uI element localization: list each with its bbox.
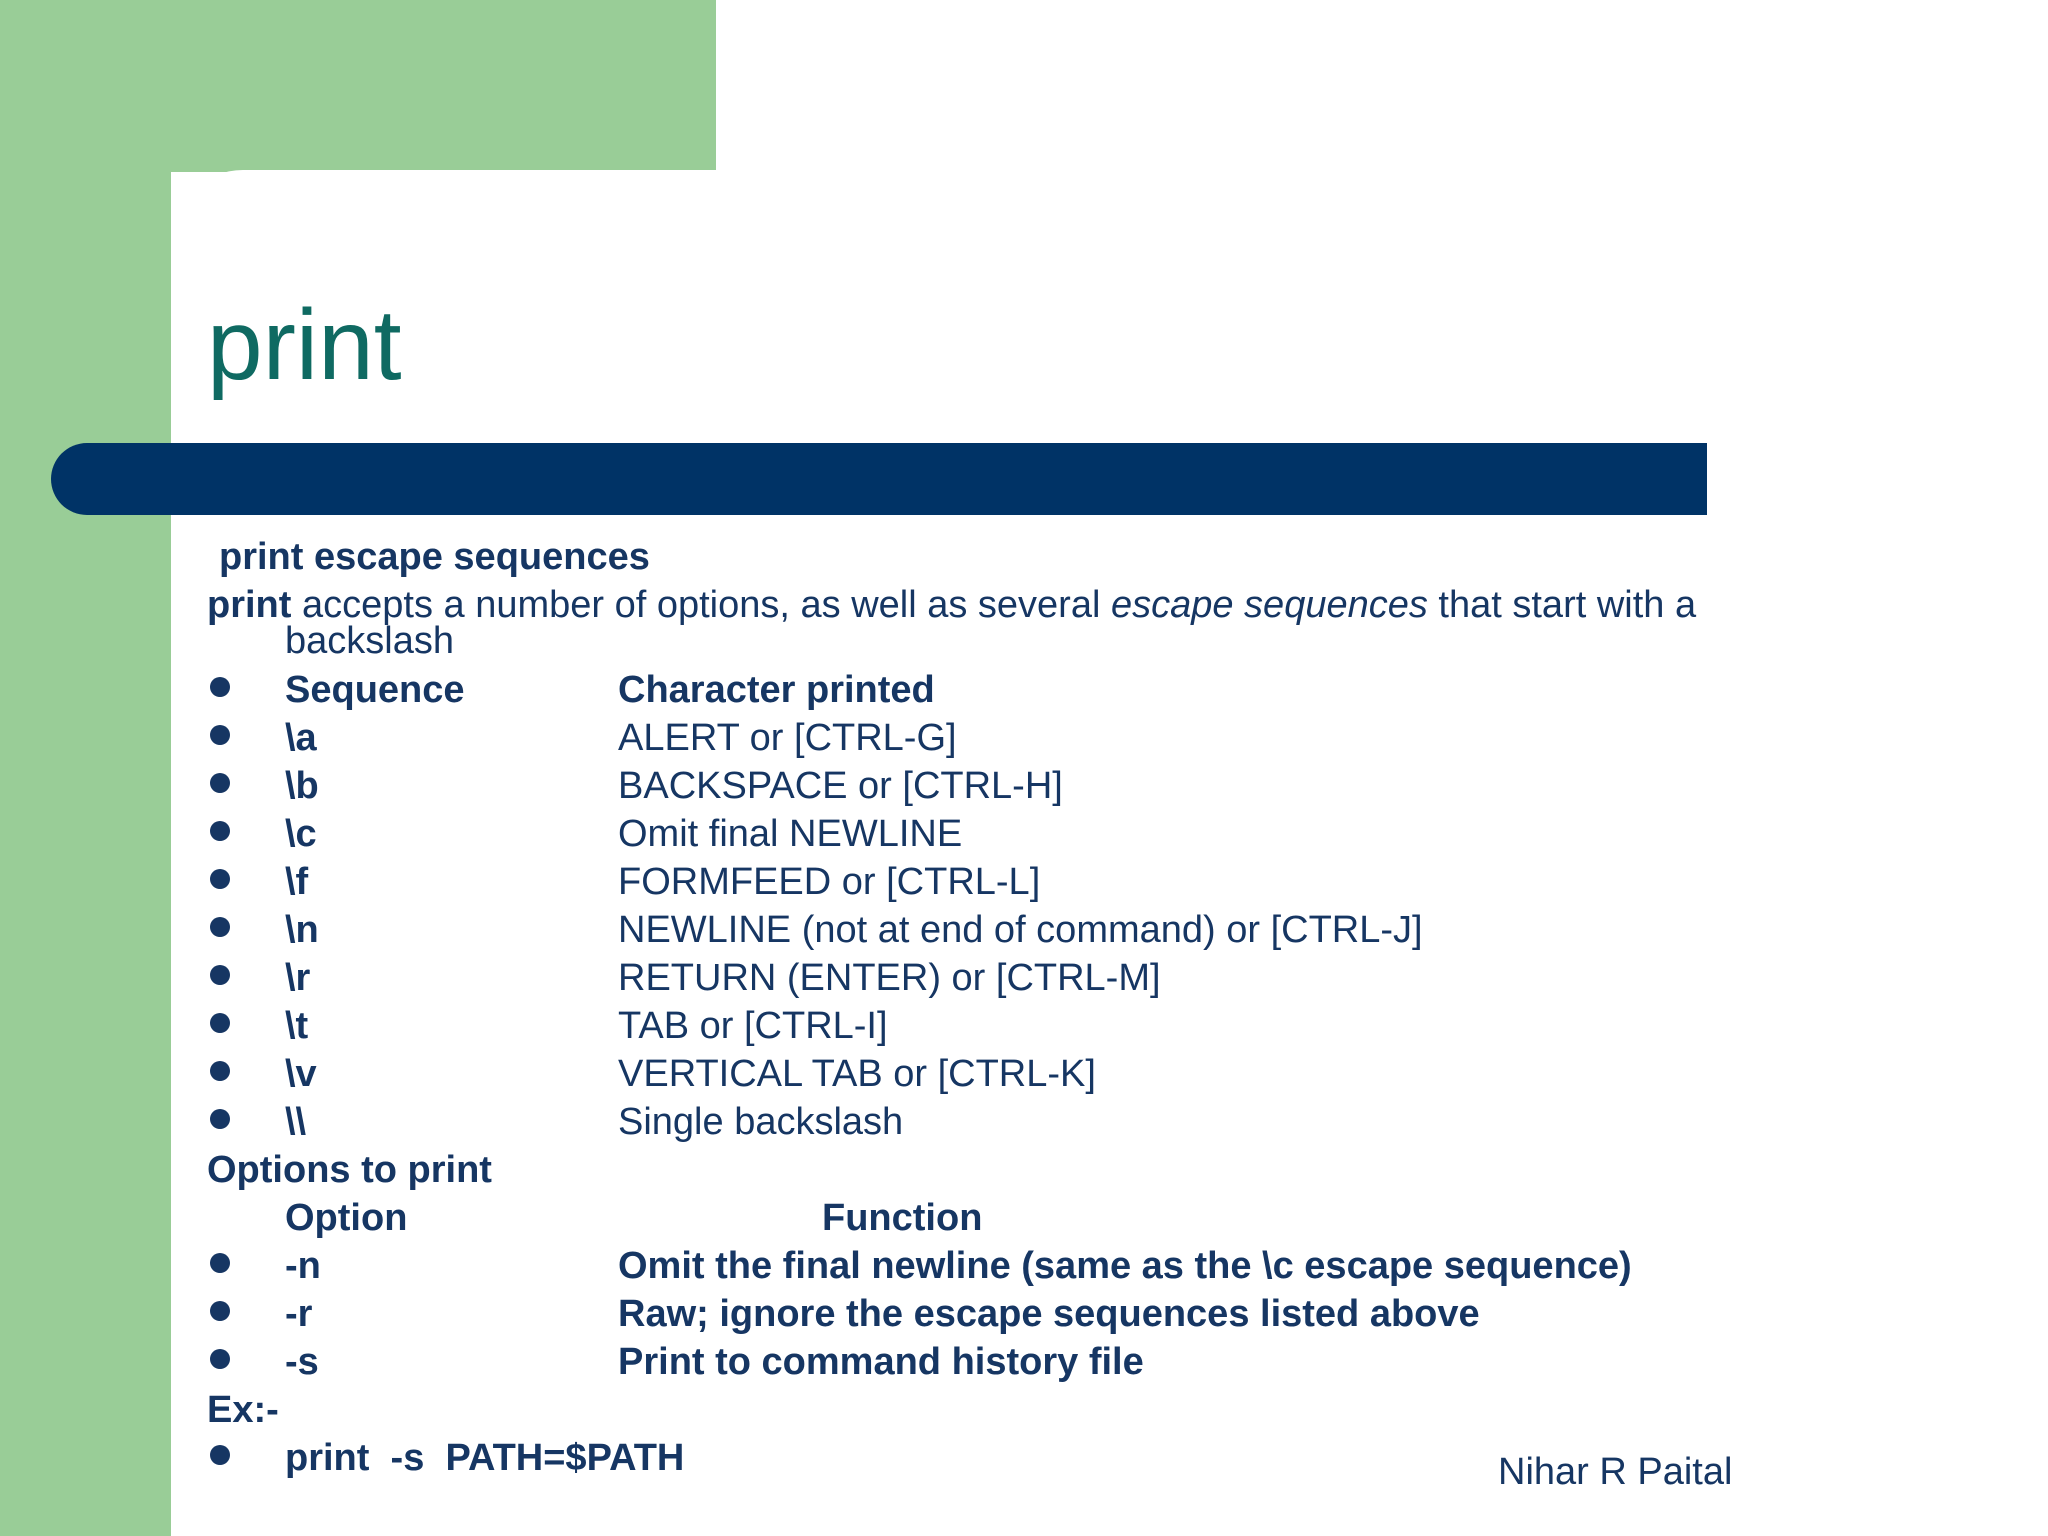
option-flag: -n: [285, 1245, 321, 1287]
option-desc: Omit the final newline (same as the \c escape sequence): [618, 1245, 1632, 1287]
escape-desc: ALERT or [CTRL-G]: [618, 717, 957, 759]
escape-desc: FORMFEED or [CTRL-L]: [618, 861, 1041, 903]
option-flag: -r: [285, 1293, 313, 1335]
escape-seq: \v: [285, 1053, 317, 1095]
footer-author: Nihar R Paital: [1498, 1451, 1733, 1493]
bullet-dot: [210, 1445, 230, 1465]
bullet-dot: [210, 821, 230, 841]
bullet-dot: [210, 1301, 230, 1321]
bullet-dot: [210, 1253, 230, 1273]
escape-desc: Single backslash: [618, 1101, 904, 1143]
bullet-dot: [210, 1349, 230, 1369]
escape-seq: \n: [285, 909, 319, 951]
escape-desc: Omit final NEWLINE: [618, 813, 963, 855]
escape-desc: NEWLINE (not at end of command) or [CTRL-J]: [618, 909, 1423, 951]
bullet-dot: [210, 677, 230, 697]
bullet-dot: [210, 965, 230, 985]
bullet-dot: [210, 773, 230, 793]
intro-text-b: that start with a: [1427, 584, 1697, 626]
option-flag: -s: [285, 1341, 319, 1383]
escape-seq: \b: [285, 765, 319, 807]
example-label: Ex:-: [207, 1389, 279, 1431]
escape-desc: TAB or [CTRL-I]: [618, 1005, 888, 1047]
bullet-dot: [210, 869, 230, 889]
escape-desc: BACKSPACE or [CTRL-H]: [618, 765, 1063, 807]
example-command: print -s PATH=$PATH: [285, 1437, 685, 1479]
escape-seq: \c: [285, 813, 317, 855]
bullet-dot: [210, 1061, 230, 1081]
intro-cmd: print: [207, 584, 292, 626]
intro-emph: escape sequences: [1110, 584, 1428, 626]
bullet-dot: [210, 1109, 230, 1129]
options-header-option: Option: [285, 1197, 408, 1239]
bullet-dot: [210, 917, 230, 937]
escape-header-sequence: Sequence: [285, 669, 465, 711]
escape-seq: \f: [285, 861, 309, 903]
intro-line-2: backslash: [285, 620, 454, 662]
subheading: print escape sequences: [219, 536, 650, 578]
escape-seq: \r: [285, 957, 311, 999]
escape-seq: \t: [285, 1005, 309, 1047]
escape-header-character: Character printed: [618, 669, 935, 711]
intro-text-a: accepts a number of options, as well as several: [291, 584, 1111, 626]
escape-desc: RETURN (ENTER) or [CTRL-M]: [618, 957, 1161, 999]
option-desc: Print to command history file: [618, 1341, 1144, 1383]
options-heading: Options to print: [207, 1149, 492, 1191]
escape-seq: \\: [285, 1101, 307, 1143]
option-desc: Raw; ignore the escape sequences listed above: [618, 1293, 1480, 1335]
escape-desc: VERTICAL TAB or [CTRL-K]: [618, 1053, 1096, 1095]
bullet-dot: [210, 725, 230, 745]
escape-seq: \a: [285, 717, 317, 759]
options-header-function: Function: [822, 1197, 983, 1239]
slide-title: print: [207, 289, 402, 401]
bullet-dot: [210, 1013, 230, 1033]
